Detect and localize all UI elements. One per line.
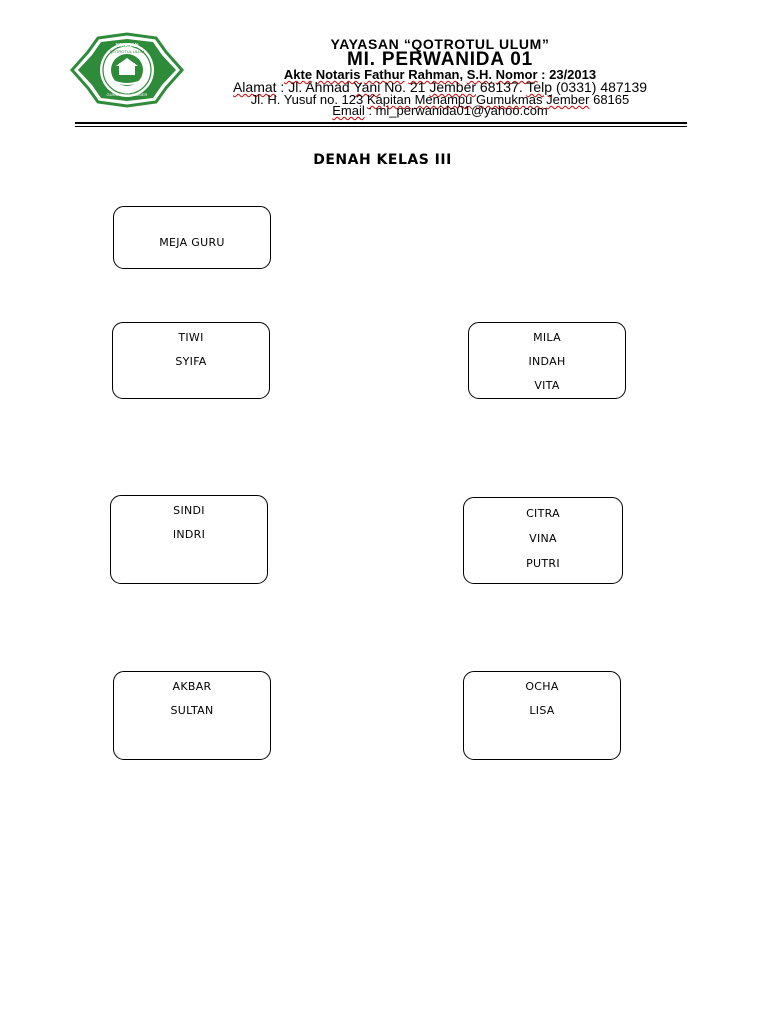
- notary-line: Akte Notaris Fathur Rahman, S.H. Nomor : 23/2013: [283, 67, 597, 82]
- notary-word: S.H.: [466, 67, 493, 82]
- email-label: Email: [332, 103, 365, 118]
- desk-name: LISA: [529, 704, 555, 717]
- foundation-name: YAYASAN “QOTROTUL ULUM”: [330, 36, 550, 52]
- desk-name: INDAH: [528, 355, 566, 368]
- address-line-1: Alamat : Jl. Ahmad Yani No. 21 Jember 68137. Telp (0331) 487139: [232, 79, 648, 95]
- desk-name: CITRA: [526, 507, 560, 520]
- desk-row1-left: [112, 322, 270, 399]
- address-word: Jl. Ahmad: [288, 79, 350, 95]
- address-word: Jember: [546, 92, 590, 107]
- notary-word: Nomor: [495, 67, 538, 82]
- address-word: Menampu: [414, 92, 473, 107]
- address-word: Yani: [353, 79, 381, 95]
- desk-row3-left: [113, 671, 271, 760]
- notary-word: Akte: [283, 67, 313, 82]
- address-word: Telp: [526, 79, 553, 95]
- logo-ring-text: QOTROTUL ULUM: [109, 49, 145, 54]
- address-word: 68165: [593, 92, 630, 107]
- notary-word: Rahman,: [408, 67, 464, 82]
- desk-name: MEJA GURU: [159, 236, 225, 249]
- desk-name: VINA: [529, 532, 557, 545]
- header-rule-thin: [75, 126, 687, 127]
- notary-word: Notaris: [315, 67, 361, 82]
- desk-name: SULTAN: [170, 704, 214, 717]
- address-word: Alamat: [232, 79, 277, 95]
- email-line: Email : mi_perwanida01@yahoo.com: [332, 103, 548, 118]
- desk-name: PUTRI: [526, 557, 560, 570]
- email-address: mi_perwanida01@yahoo.com: [375, 103, 548, 118]
- school-logo: [68, 30, 186, 108]
- address-word: (0331) 487139: [555, 79, 648, 95]
- page-title: DENAH KELAS III: [313, 152, 452, 168]
- address-word: Jl. H. Yusuf no. 123: [250, 92, 364, 107]
- desk-name: INDRI: [172, 528, 206, 541]
- logo-bottom-text: GUMUKMAS JEMBER: [106, 92, 148, 97]
- desk-row1-right: [468, 322, 626, 399]
- desk-name: AKBAR: [172, 680, 212, 693]
- desk-name: VITA: [534, 379, 560, 392]
- desk-teacher: [113, 206, 271, 269]
- school-name: MI. PERWANIDA 01: [347, 49, 533, 70]
- desk-name: OCHA: [525, 680, 559, 693]
- desk-row2-right: [463, 497, 623, 584]
- desk-name: SINDI: [173, 504, 205, 517]
- desk-row3-right: [463, 671, 621, 760]
- logo-top-text: YAYASAN: [115, 43, 139, 49]
- address-word: 68137.: [479, 79, 523, 95]
- desk-name: SYIFA: [175, 355, 207, 368]
- address-word: Kapitan: [366, 92, 411, 107]
- desk-row2-left: [110, 495, 268, 584]
- notary-number: 23/2013: [549, 67, 597, 82]
- header-rule-thick: [75, 122, 687, 124]
- address-word: No. 21: [384, 79, 426, 95]
- desk-name: MILA: [533, 331, 561, 344]
- address-word: Jember: [429, 79, 477, 95]
- address-word: Gumukmas: [476, 92, 543, 107]
- notary-word: Fathur: [364, 67, 405, 82]
- desk-name: TIWI: [178, 331, 204, 344]
